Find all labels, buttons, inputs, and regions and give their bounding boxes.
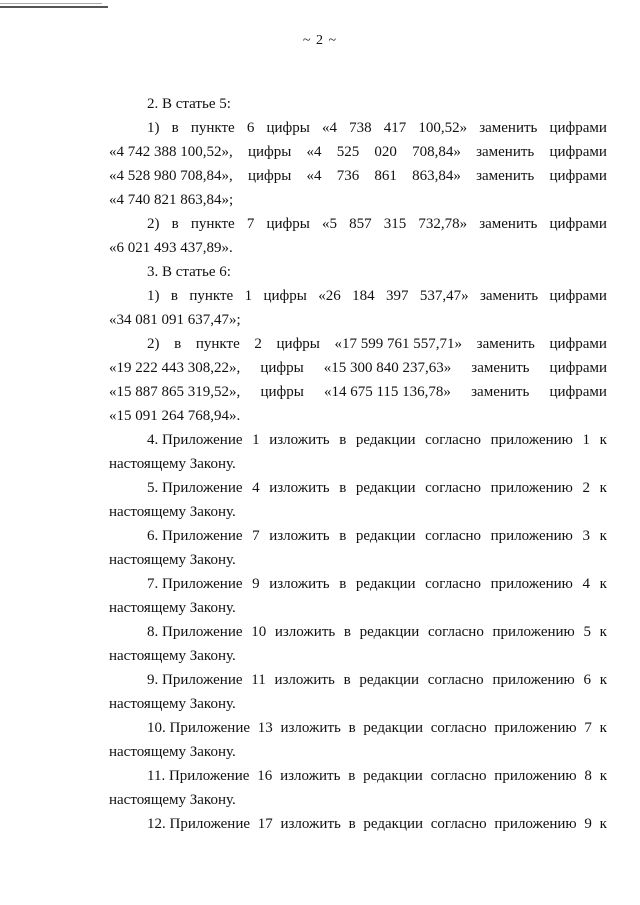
word: 736	[336, 168, 360, 184]
word: к	[599, 816, 607, 832]
word: согласно	[425, 576, 482, 592]
section-heading: 2. В статье 5:	[147, 96, 231, 112]
text-line	[109, 140, 607, 164]
text-line	[109, 380, 607, 404]
word: 861	[374, 168, 397, 184]
word: редакции	[359, 624, 420, 640]
word: «15 887 865 319,52»,	[109, 384, 241, 400]
appendix-item-continuation: настоящему Закону.	[109, 600, 236, 616]
word: согласно	[425, 480, 482, 496]
word: 10. Приложение	[147, 720, 251, 736]
word: приложению	[492, 672, 575, 688]
word: цифры	[260, 384, 304, 400]
word: изложить	[280, 768, 341, 784]
word: заменить	[479, 120, 538, 136]
word: в	[348, 816, 356, 832]
word: «5	[321, 216, 337, 232]
word: 863,84»	[412, 168, 461, 184]
word: цифры	[263, 288, 307, 304]
word: в	[339, 528, 347, 544]
word: «4	[321, 120, 337, 136]
section-heading: 3. В статье 6:	[147, 264, 231, 280]
word: 11	[251, 672, 266, 688]
word: «14 675 115 136,78»	[323, 384, 451, 400]
text-line-last: «34 081 091 637,47»;	[109, 312, 241, 328]
appendix-item-line	[109, 476, 607, 500]
word: цифры	[266, 120, 310, 136]
word: цифрами	[549, 168, 607, 184]
word: пункте	[195, 336, 240, 352]
appendix-item-line	[109, 812, 607, 836]
word: цифрами	[549, 120, 607, 136]
word: 6. Приложение	[147, 528, 243, 544]
word: 1	[252, 432, 260, 448]
word: 417	[383, 120, 407, 136]
word: редакции	[355, 528, 416, 544]
appendix-item-line	[109, 428, 607, 452]
word: согласно	[430, 720, 487, 736]
appendix-item-continuation: настоящему Закону.	[109, 696, 236, 712]
word: редакции	[363, 768, 423, 784]
word: 537,47»	[419, 288, 469, 304]
word: приложению	[490, 576, 573, 592]
word: 2)	[147, 216, 160, 232]
word: редакции	[355, 480, 416, 496]
word: в	[343, 672, 351, 688]
word: к	[599, 528, 607, 544]
page-number: ~ 2 ~	[302, 33, 338, 48]
word: согласно	[430, 816, 487, 832]
text-line	[109, 284, 607, 308]
word: цифры	[260, 360, 304, 376]
word: цифрами	[549, 336, 607, 352]
word: 9	[252, 576, 260, 592]
appendix-item-line	[109, 764, 607, 788]
word: 857	[349, 216, 372, 232]
word: 1)	[147, 288, 160, 304]
word: 2	[582, 480, 591, 496]
word: в	[170, 288, 178, 304]
word: приложению	[494, 720, 577, 736]
text-line-last: «4 740 821 863,84»;	[109, 192, 234, 208]
appendix-item-line	[109, 524, 607, 548]
word: изложить	[274, 672, 335, 688]
word: цифрами	[549, 144, 607, 160]
word: согласно	[430, 768, 487, 784]
word: «19 222 443 308,22»,	[109, 360, 241, 376]
word: в	[339, 480, 347, 496]
appendix-item-continuation: настоящему Закону.	[109, 648, 236, 664]
word: 16	[257, 768, 273, 784]
word: 8	[584, 768, 592, 784]
word: согласно	[425, 528, 482, 544]
appendix-item-continuation: настоящему Закону.	[109, 792, 236, 808]
word: редакции	[355, 432, 416, 448]
text-line-last: «15 091 264 768,94».	[109, 408, 241, 424]
text-line	[109, 116, 607, 140]
word: изложить	[269, 480, 330, 496]
word: пункте	[190, 120, 235, 136]
word: 7	[252, 528, 260, 544]
text-line	[109, 212, 607, 236]
word: цифры	[247, 168, 292, 184]
word: заменить	[479, 288, 539, 304]
word: заменить	[471, 384, 530, 400]
word: в	[171, 120, 179, 136]
word: 7. Приложение	[147, 576, 243, 592]
word: изложить	[269, 528, 330, 544]
word: 4. Приложение	[147, 432, 243, 448]
word: 1	[244, 288, 253, 304]
word: редакции	[355, 576, 416, 592]
word: в	[348, 768, 356, 784]
appendix-item-continuation: настоящему Закону.	[109, 552, 236, 568]
word: цифрами	[549, 288, 607, 304]
word: заменить	[476, 168, 535, 184]
word: заменить	[476, 336, 535, 352]
text-line	[109, 164, 607, 188]
word: в	[343, 624, 351, 640]
word: в	[348, 720, 356, 736]
word: 12. Приложение	[147, 816, 251, 832]
word: цифры	[276, 336, 320, 352]
word: редакции	[363, 816, 424, 832]
word: изложить	[280, 816, 341, 832]
word: 8. Приложение	[147, 624, 243, 640]
text-line	[109, 332, 607, 356]
appendix-item-line	[109, 668, 607, 692]
word: 4	[582, 576, 591, 592]
word: приложению	[494, 768, 577, 784]
word: 315	[383, 216, 407, 232]
word: редакции	[359, 672, 420, 688]
word: к	[599, 672, 607, 688]
word: 2)	[147, 336, 160, 352]
word: пункте	[189, 288, 234, 304]
word: «4	[306, 144, 322, 160]
word: 397	[385, 288, 409, 304]
word: 100,52»	[418, 120, 468, 136]
text-line	[109, 356, 607, 380]
word: согласно	[425, 432, 482, 448]
word: к	[599, 432, 607, 448]
word: «4 742 388 100,52»,	[109, 144, 233, 160]
word: 3	[582, 528, 591, 544]
word: 6	[583, 672, 591, 688]
word: 6	[246, 120, 255, 136]
word: приложению	[492, 624, 575, 640]
word: 10	[251, 624, 267, 640]
word: «17 599 761 557,71»	[334, 336, 463, 352]
appendix-item-line	[109, 572, 607, 596]
word: в	[339, 432, 347, 448]
appendix-item-continuation: настоящему Закону.	[109, 504, 236, 520]
word: 020	[374, 144, 397, 160]
word: изложить	[274, 624, 336, 640]
word: 5	[583, 624, 591, 640]
appendix-item-line	[109, 620, 607, 644]
word: 11. Приложение	[147, 768, 250, 784]
word: заменить	[471, 360, 530, 376]
word: согласно	[427, 624, 484, 640]
word: «15 300 840 237,63»	[323, 360, 452, 376]
word: согласно	[427, 672, 484, 688]
word: к	[599, 480, 607, 496]
word: цифрами	[549, 216, 607, 232]
word: 17	[257, 816, 273, 832]
word: цифры	[266, 216, 310, 232]
word: к	[599, 624, 607, 640]
header-rule-thin	[0, 3, 102, 4]
document-body	[109, 92, 607, 836]
word: приложению	[490, 480, 573, 496]
word: к	[599, 768, 607, 784]
word: к	[599, 720, 607, 736]
word: 13	[257, 720, 273, 736]
word: к	[599, 576, 607, 592]
word: приложению	[490, 432, 573, 448]
word: изложить	[280, 720, 341, 736]
word: «26	[318, 288, 341, 304]
word: пункте	[190, 216, 235, 232]
word: 5. Приложение	[147, 480, 243, 496]
word: в	[339, 576, 347, 592]
word: 708,84»	[412, 144, 461, 160]
word: 525	[336, 144, 360, 160]
word: редакции	[363, 720, 424, 736]
word: приложению	[490, 528, 573, 544]
word: приложению	[494, 816, 577, 832]
word: в	[174, 336, 182, 352]
text-line-last: «6 021 493 437,89».	[109, 240, 233, 256]
word: 1	[582, 432, 591, 448]
word: 2	[254, 336, 262, 352]
word: изложить	[269, 432, 330, 448]
word: цифрами	[549, 384, 607, 400]
appendix-item-line	[109, 716, 607, 740]
word: в	[171, 216, 179, 232]
appendix-item-continuation: настоящему Закону.	[109, 456, 236, 472]
word: «4	[306, 168, 322, 184]
word: 9	[584, 816, 592, 832]
word: 7	[584, 720, 592, 736]
word: 184	[352, 288, 375, 304]
appendix-item-continuation: настоящему Закону.	[109, 744, 236, 760]
word: 4	[252, 480, 260, 496]
word: «4 528 980 708,84»,	[109, 168, 233, 184]
word: 732,78»	[418, 216, 468, 232]
word: цифрами	[549, 360, 607, 376]
header-rule	[0, 6, 108, 8]
word: 1)	[147, 120, 160, 136]
word: изложить	[269, 576, 330, 592]
word: 9. Приложение	[147, 672, 243, 688]
word: 7	[246, 216, 255, 232]
word: заменить	[479, 216, 538, 232]
word: заменить	[476, 144, 535, 160]
word: 738	[349, 120, 372, 136]
word: цифры	[247, 144, 292, 160]
